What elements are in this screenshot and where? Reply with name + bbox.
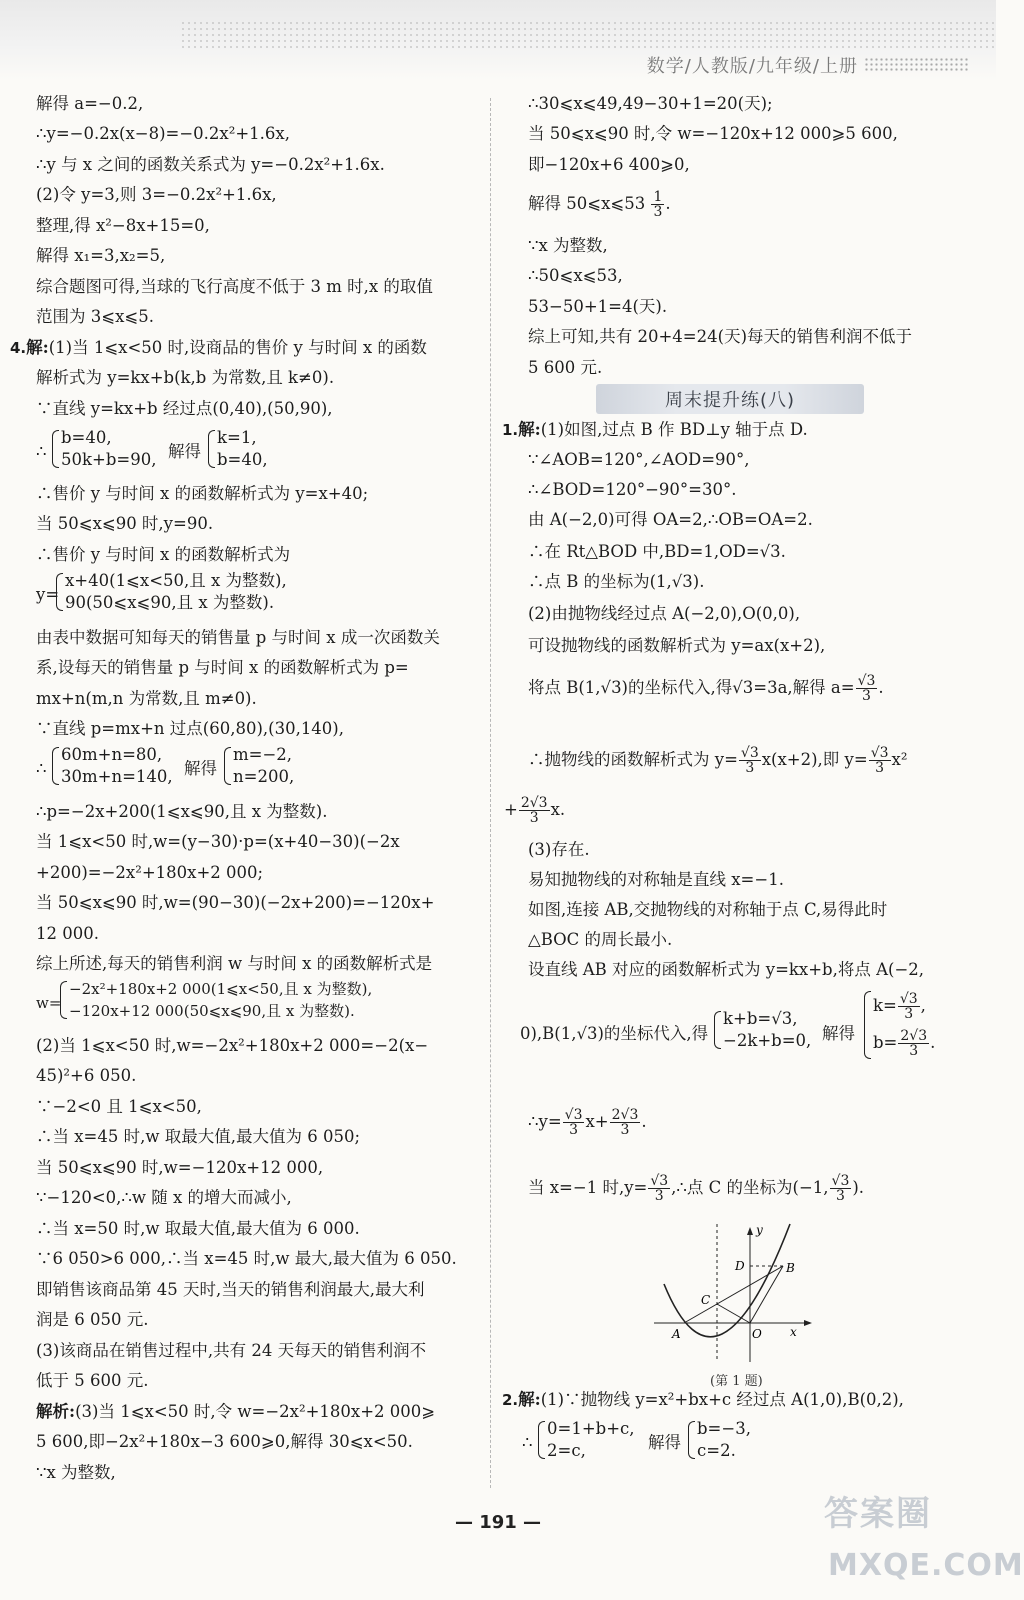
question-4-line xyxy=(10,336,427,360)
text-line: (2)令 y=3,则 3=−0.2x²+1.6x, xyxy=(36,185,277,204)
figure-caption: (第 1 题) xyxy=(710,1374,763,1389)
label-y: y xyxy=(756,1223,763,1237)
text-line: ∵直线 p=mx+n 过点(60,80),(30,140), xyxy=(36,719,344,738)
text-line: ∴y= $\frac{√3}{3}$ x+ $\frac{2√3}{3}$ . xyxy=(528,1107,647,1138)
text-line: 当 50⩽x⩽90 时,w=−120x+12 000, xyxy=(36,1158,324,1177)
text-line: 易知抛物线的对称轴是直线 x=−1. xyxy=(528,870,784,889)
text-line: ∴点 B 的坐标为(1,√3). xyxy=(528,572,705,591)
segment-AB xyxy=(684,1266,783,1323)
question-number: 4. xyxy=(10,339,27,357)
text-span: (1)∵抛物线 y=x²+bx+c 经过点 A(1,0),B(0,2), xyxy=(540,1390,904,1409)
text-line: 5 600 元. xyxy=(528,358,603,377)
parabola-figure xyxy=(650,1222,820,1364)
section-title-banner: 周末提升练(八) xyxy=(596,384,864,414)
text-line: ∴30⩽x⩽49,49−30+1=20(天); xyxy=(528,94,773,113)
parabola-curve xyxy=(664,1224,790,1337)
text-line: ∴售价 y 与时间 x 的函数解析式为 y=x+40; xyxy=(36,484,369,503)
text-line: 综合题图可得,当球的飞行高度不低于 3 m 时,x 的取值 xyxy=(36,277,433,296)
text-span: 解得 xyxy=(168,442,201,461)
watermark-stamp xyxy=(824,1486,1024,1594)
question-1-line xyxy=(502,418,808,442)
text-line: 范围为 3⩽x⩽5. xyxy=(36,307,154,326)
system-brace: 60m+n=80, 30m+n=140, xyxy=(52,744,173,788)
fraction: $\frac{√3}{3}$ xyxy=(857,673,876,704)
analysis-label: 解析: xyxy=(36,1402,76,1421)
fraction: $\frac{2√3}{3}$ xyxy=(520,795,548,826)
fraction: $\frac{2√3}{3}$ xyxy=(611,1107,639,1138)
text-line: 润是 6 050 元. xyxy=(36,1310,149,1329)
page-header-title: 数学/人教版/九年级/上册 xyxy=(646,56,858,77)
fraction: $\frac{√3}{3}$ xyxy=(740,745,759,776)
solution-brace: b=−3, c=2. xyxy=(688,1418,751,1462)
text-line: (3)存在. xyxy=(528,840,590,859)
text-line: 即销售该商品第 45 天时,当天的销售利润最大,最大利 xyxy=(36,1280,425,1299)
solution-label: 解: xyxy=(518,1390,541,1409)
system-brace: k+b=√3, −2k+b=0, xyxy=(714,1008,811,1052)
page-number: — 191 — xyxy=(454,1512,542,1533)
piecewise-brace: −2x²+180x+2 000(1⩽x<50,且 x 为整数), −120x+12 000(50⩽x⩽90,且 x 为整数). xyxy=(60,978,372,1022)
text-line: ∴∠BOD=120°−90°=30°. xyxy=(528,480,737,499)
text-line: ∴p=−2x+200(1⩽x⩽90,且 x 为整数). xyxy=(36,802,328,821)
text-line: ∴50⩽x⩽53, xyxy=(528,266,623,285)
text-line: ∴售价 y 与时间 x 的函数解析式为 xyxy=(36,545,291,564)
fraction: $\frac{√3}{3}$ xyxy=(564,1107,583,1138)
text-line: (3)该商品在销售过程中,共有 24 天每天的销售利润不 xyxy=(36,1341,427,1360)
text-line: 当 x=−1 时,y= $\frac{√3}{3}$ ,∴点 C 的坐标为(−1, $\frac{√3}{3}$ ). xyxy=(528,1173,865,1204)
analysis-line xyxy=(36,1400,435,1424)
question-2-line xyxy=(502,1388,904,1412)
label-D: D xyxy=(735,1259,745,1273)
text-line: ∴y 与 x 之间的函数关系式为 y=−0.2x²+1.6x. xyxy=(36,155,385,174)
text-line: ∴在 Rt△BOD 中,BD=1,OD=√3. xyxy=(528,542,786,561)
label-B: B xyxy=(786,1261,795,1275)
text-line: (2)由抛物线经过点 A(−2,0),O(0,0), xyxy=(528,604,801,623)
question-number: 1. xyxy=(502,421,519,439)
x-axis-arrow-icon xyxy=(804,1320,812,1326)
solution-label: 解: xyxy=(518,420,541,439)
piecewise-brace: x+40(1⩽x<50,且 x 为整数), 90(50⩽x⩽90,且 x 为整数). xyxy=(56,570,287,614)
text-line: mx+n(m,n 为常数,且 m≠0). xyxy=(36,689,257,708)
text-line: 12 000. xyxy=(36,924,99,943)
fraction: $\frac{√3}{3}$ xyxy=(650,1173,669,1204)
text-line: 当 50⩽x⩽90 时,y=90. xyxy=(36,514,214,533)
header-dot-pattern-small xyxy=(864,57,968,71)
text-line: ∵x 为整数, xyxy=(528,236,608,255)
text-line: 解得 a=−0.2, xyxy=(36,94,144,113)
text-line: 可设抛物线的函数解析式为 y=ax(x+2), xyxy=(528,636,826,655)
text-line: 系,设每天的销售量 p 与时间 x 的函数解析式为 p= xyxy=(36,658,409,677)
fraction: $\frac{√3}{3}$ xyxy=(831,1173,850,1204)
fraction: $\frac{√3}{3}$ xyxy=(870,745,889,776)
text-line: ∵x 为整数, xyxy=(36,1463,116,1482)
label-C: C xyxy=(701,1293,711,1307)
question-number: 2. xyxy=(502,1391,519,1409)
text-line: 53−50+1=4(天). xyxy=(528,297,668,316)
text-line: ∴y=−0.2x(x−8)=−0.2x²+1.6x, xyxy=(36,124,290,143)
watermark-line-1: 答案圈 xyxy=(824,1494,932,1534)
text-line: ∴抛物线的函数解析式为 y= $\frac{√3}{3}$ x(x+2),即 y= $\frac{√3}{3}$ x² xyxy=(528,745,908,776)
text-line: 由 A(−2,0)可得 OA=2,∴OB=OA=2. xyxy=(528,510,813,529)
text-span: 解得 xyxy=(184,759,217,778)
fraction: $\frac{1}{3}$ xyxy=(653,189,663,220)
label-A: A xyxy=(672,1327,681,1341)
header-dot-pattern xyxy=(180,20,996,48)
text-line: 设直线 AB 对应的函数解析式为 y=kx+b,将点 A(−2, xyxy=(528,960,925,979)
text-line: 如图,连接 AB,交抛物线的对称轴于点 C,易得此时 xyxy=(528,900,888,919)
solution-brace: k= $\frac{√3}{3}$ , b= $\frac{2√3}{3}$ . xyxy=(864,988,935,1062)
text-line: ∵6 050>6 000,∴当 x=45 时,w 最大,最大值为 6 050. xyxy=(36,1249,457,1268)
text-line: ∵∠AOB=120°,∠AOD=90°, xyxy=(528,450,750,469)
text-line: 当 1⩽x<50 时,w=(y−30)·p=(x+40−30)(−2x xyxy=(36,832,400,851)
text-line: 解得 x₁=3,x₂=5, xyxy=(36,246,166,265)
text-line: 当 50⩽x⩽90 时,w=(90−30)(−2x+200)=−120x+ xyxy=(36,893,435,912)
text-span: (1)如图,过点 B 作 BD⊥y 轴于点 D. xyxy=(540,420,808,439)
text-line: 整理,得 x²−8x+15=0, xyxy=(36,216,210,235)
text-line: 当 50⩽x⩽90 时,令 w=−120x+12 000⩾5 600, xyxy=(528,124,898,143)
text-line: +200)=−2x²+180x+2 000; xyxy=(36,863,264,882)
text-line: 低于 5 600 元. xyxy=(36,1371,149,1390)
text-line: + $\frac{2√3}{3}$ x. xyxy=(504,795,566,826)
label-O: O xyxy=(752,1327,762,1341)
text-line: (2)当 1⩽x<50 时,w=−2x²+180x+2 000=−2(x− xyxy=(36,1036,429,1055)
text-span: (3)当 1⩽x<50 时,令 w=−2x²+180x+2 000⩾ xyxy=(75,1402,436,1421)
watermark-line-2: MXQE.COM xyxy=(828,1548,1024,1583)
solution-brace: m=−2, n=200, xyxy=(224,744,294,788)
label-x: x xyxy=(790,1325,797,1339)
y-axis-arrow-icon xyxy=(747,1227,753,1235)
text-line: 解析式为 y=kx+b(k,b 为常数,且 k≠0). xyxy=(36,368,335,387)
text-line: ∵直线 y=kx+b 经过点(0,40),(50,90), xyxy=(36,399,333,418)
text-line: 将点 B(1,√3)的坐标代入,得√3=3a,解得 a= $\frac{√3}{3}$ . xyxy=(528,673,884,704)
text-line: △BOC 的周长最小. xyxy=(528,930,673,949)
column-divider xyxy=(490,98,491,1488)
text-line: 45)²+6 050. xyxy=(36,1066,137,1085)
system-brace: 0=1+b+c, 2=c, xyxy=(538,1418,635,1462)
text-line: 由表中数据可知每天的销售量 p 与时间 x 成一次函数关 xyxy=(36,628,440,647)
text-line: 5 600,即−2x²+180x−3 600⩾0,解得 30⩽x<50. xyxy=(36,1432,413,1451)
text-span: (1)当 1⩽x<50 时,设商品的售价 y 与时间 x 的函数 xyxy=(48,338,427,357)
system-brace: b=40, 50k+b=90, xyxy=(52,427,156,471)
text-line: 解得 50⩽x⩽53 $\frac{1}{3}$ . xyxy=(528,189,671,220)
text-line: ∵−120<0,∴w 随 x 的增大而减小, xyxy=(36,1188,292,1207)
text-line: 综上可知,共有 20+4=24(天)每天的销售利润不低于 xyxy=(528,327,913,346)
solution-label: 解: xyxy=(26,338,49,357)
solution-brace: k=1, b=40, xyxy=(208,427,268,471)
text-line: ∴当 x=45 时,w 取最大值,最大值为 6 050; xyxy=(36,1127,361,1146)
text-line: ∴当 x=50 时,w 取最大值,最大值为 6 000. xyxy=(36,1219,360,1238)
segment-OB xyxy=(750,1266,783,1323)
text-line: 综上所述,每天的销售利润 w 与时间 x 的函数解析式是 xyxy=(36,954,433,973)
text-line: 即−120x+6 400⩾0, xyxy=(528,155,690,174)
text-line: ∵−2<0 且 1⩽x<50, xyxy=(36,1097,202,1116)
